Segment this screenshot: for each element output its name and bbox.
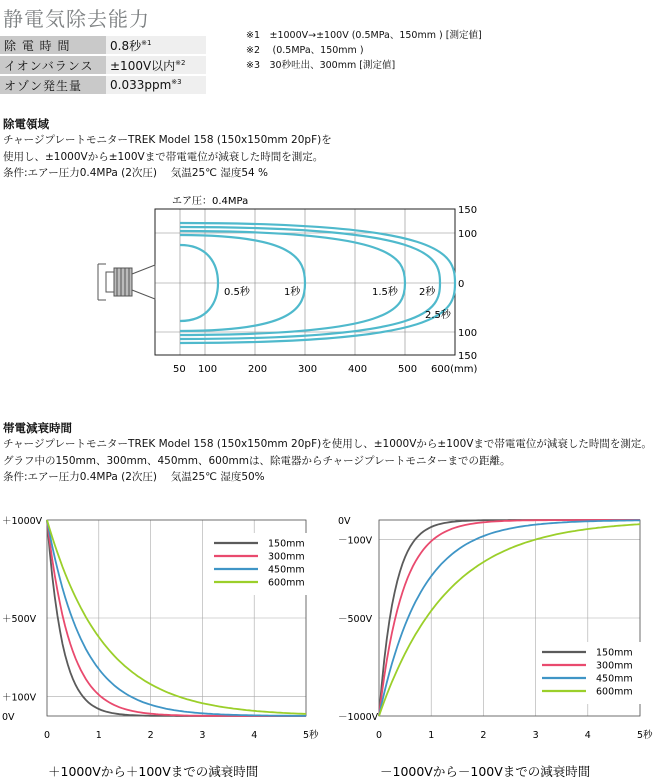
spec-table bbox=[0, 36, 206, 96]
chart-title: －1000Vから－100Vまでの減衰時間 bbox=[380, 764, 591, 779]
x-tick-label: 0 bbox=[44, 730, 51, 741]
footnote: ※2 (0.5MPa、150mm ) bbox=[246, 45, 364, 56]
y-tick-label: －1000V bbox=[338, 712, 379, 723]
x-tick-label: 5秒 bbox=[637, 730, 653, 741]
chart-title: ＋1000Vから＋100Vまでの減衰時間 bbox=[48, 764, 259, 779]
spec-label: 除 電 時 間 bbox=[0, 36, 106, 55]
y-tick-label: 0 bbox=[458, 279, 465, 290]
section-heading: 帯電減衰時間 bbox=[3, 421, 72, 435]
x-tick-label: 1 bbox=[428, 730, 435, 741]
y-tick-label: ＋500V bbox=[2, 614, 37, 625]
legend-label: 150mm bbox=[596, 647, 633, 659]
x-tick-label: 300 bbox=[298, 364, 318, 375]
decay-chart-positive bbox=[0, 505, 330, 782]
nozzle-icon bbox=[98, 264, 155, 300]
footnotes bbox=[246, 28, 482, 73]
legend-label: 600mm bbox=[596, 686, 633, 698]
legend bbox=[536, 642, 642, 704]
y-tick-label: 0V bbox=[2, 712, 15, 723]
legend bbox=[208, 533, 314, 595]
contour-label: 1.5秒 bbox=[372, 287, 398, 298]
spec-value: 0.8秒$^{※1}$ bbox=[106, 36, 206, 55]
footnote: ※3 30秒吐出、300mm [測定値] bbox=[246, 60, 396, 71]
air-pressure-label: エア圧：0.4MPa bbox=[172, 196, 249, 207]
area-section bbox=[3, 116, 643, 182]
x-tick-label: 100 bbox=[198, 364, 218, 375]
x-tick-label: 3 bbox=[532, 730, 539, 741]
x-tick-label: 1 bbox=[95, 730, 102, 741]
y-tick-label: －100V bbox=[338, 535, 373, 547]
legend-label: 600mm bbox=[268, 577, 305, 589]
x-tick-label: 400 bbox=[348, 364, 368, 375]
contour-label: 0.5秒 bbox=[224, 287, 250, 298]
x-tick-label: 50 bbox=[173, 364, 186, 375]
spec-label: イオンバランス bbox=[0, 55, 106, 75]
legend-label: 450mm bbox=[596, 673, 633, 685]
section-text: チャージプレートモニターTREK Model 158 (150x150mm 20pF)を使用し、±1000Vから±100Vまで帯電電位が減衰した時間を測定。 グラフ中の150mm、300mm、450mm、600mmは、除電器からチャージプレートモニターまでの距離。 条件:エアー圧力0.4MPa (2次圧) 気温25℃ 湿度50% bbox=[3, 438, 652, 483]
y-tick-label: ＋1000V bbox=[2, 516, 43, 527]
y-tick-label: 100 bbox=[458, 229, 478, 240]
y-tick-label: 150 bbox=[458, 205, 478, 216]
x-tick-label: 4 bbox=[584, 730, 591, 741]
section-text: チャージプレートモニターTREK Model 158 (150x150mm 20pF)を 使用し、±1000Vから±100Vまで帯電電位が減衰した時間を測定。 条件:エアー圧力0.4MPa (2次圧) 気温25℃ 湿度54 % bbox=[3, 134, 332, 179]
contour-label: 1秒 bbox=[284, 287, 301, 298]
contour-label: 2秒 bbox=[419, 287, 436, 298]
x-tick-label: 2 bbox=[147, 730, 154, 741]
y-tick-label: －500V bbox=[338, 614, 373, 625]
decay-chart-negative bbox=[330, 505, 663, 782]
x-tick-label: 3 bbox=[199, 730, 206, 741]
spec-value: ±100V以内$^{※2}$ bbox=[106, 55, 206, 75]
x-tick-label: 600(mm) bbox=[431, 364, 478, 375]
legend-label: 300mm bbox=[268, 551, 305, 563]
page-title: 静電気除去能力 bbox=[3, 7, 150, 31]
y-tick-label: 150 bbox=[458, 351, 478, 362]
spec-row bbox=[0, 55, 206, 75]
legend-label: 300mm bbox=[596, 660, 633, 672]
y-tick-label: 100 bbox=[458, 328, 478, 339]
y-tick-label: ＋100V bbox=[2, 692, 37, 704]
area-chart bbox=[0, 190, 663, 385]
legend-label: 450mm bbox=[268, 564, 305, 576]
x-tick-label: 0 bbox=[376, 730, 383, 741]
spec-value: 0.033ppm$^{※3}$ bbox=[106, 75, 206, 95]
spec-row bbox=[0, 36, 206, 55]
legend-label: 150mm bbox=[268, 538, 305, 550]
x-tick-label: 4 bbox=[251, 730, 258, 741]
y-tick-label: 0V bbox=[338, 516, 351, 527]
section-heading: 除電領域 bbox=[3, 117, 49, 131]
spec-label: オゾン発生量 bbox=[0, 75, 106, 95]
x-tick-label: 200 bbox=[248, 364, 268, 375]
decay-section bbox=[3, 420, 663, 486]
x-tick-label: 2 bbox=[480, 730, 487, 741]
spec-row bbox=[0, 75, 206, 95]
x-tick-label: 5秒 bbox=[303, 730, 319, 741]
footnote: ※1 ±1000V→±100V (0.5MPa、150mm ) [測定値] bbox=[246, 30, 482, 41]
x-tick-label: 500 bbox=[398, 364, 418, 375]
contour-label: 2.5秒 bbox=[425, 310, 451, 321]
